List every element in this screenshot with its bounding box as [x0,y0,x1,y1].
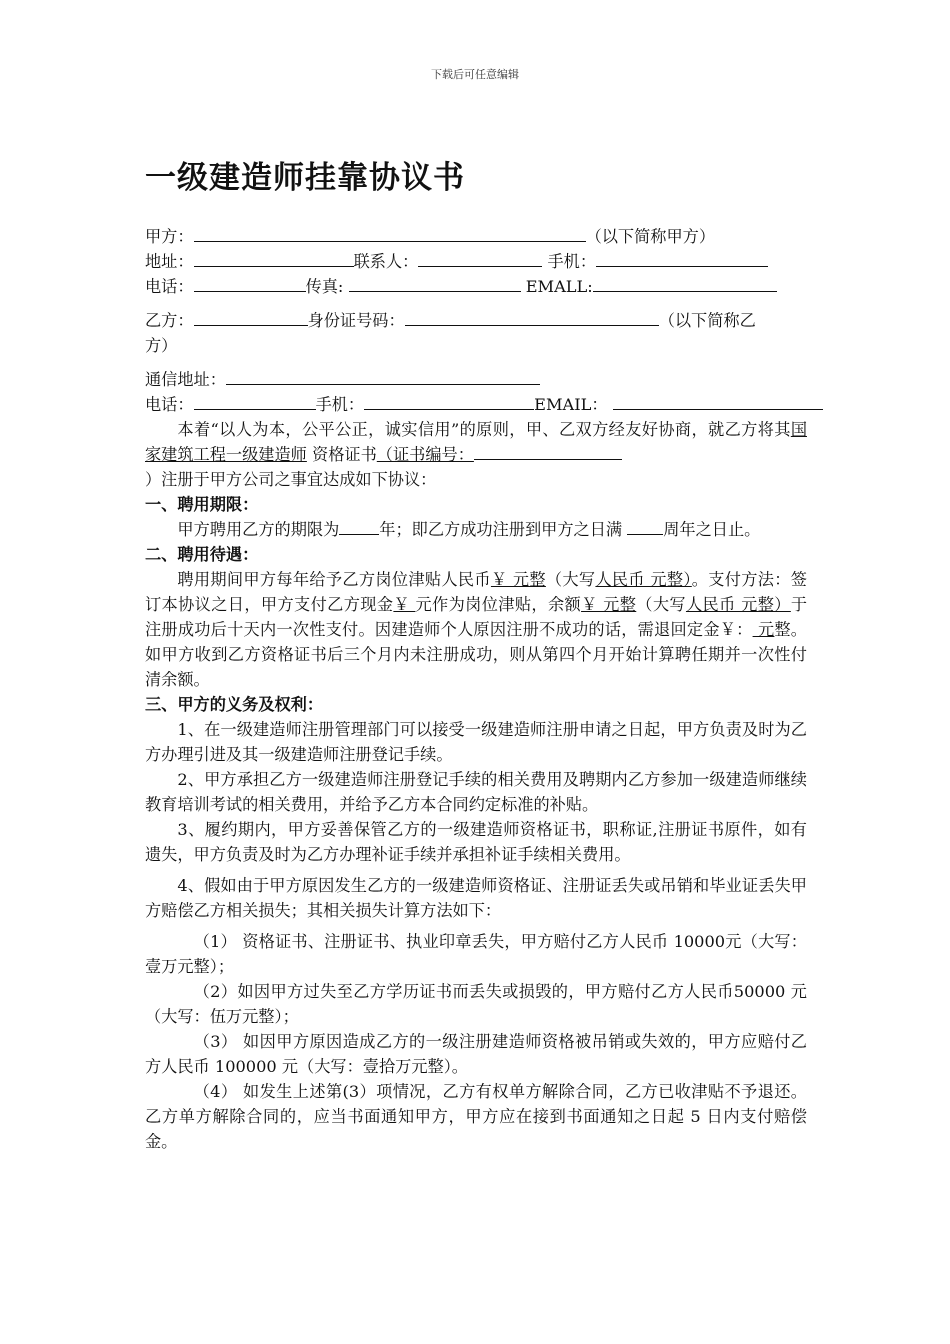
address-line [145,249,807,274]
s2-text-g: 整。如甲方收到乙方资格证书后三个月内未注册成功，则从第四个月开始计算聘任期并一次性付清余额。 [145,620,807,689]
party-b-suffix-cont: 方） [145,336,178,355]
deposit-amount: ￥ [393,595,416,614]
party-b-blank[interactable] [194,310,308,326]
id-blank[interactable] [405,310,659,326]
address-blank[interactable] [194,251,354,267]
fax-blank[interactable] [349,276,521,292]
s1-text-c: 周年之日止。 [663,520,761,539]
s1-text-a: 甲方聘用乙方的期限为 [177,520,340,539]
term-years-blank[interactable] [339,519,379,535]
cert-no-blank[interactable] [474,444,622,460]
mail-address-label: 通信地址： [145,370,226,389]
party-b-line [145,308,807,333]
s2-text-f: 于注册成功后十天内一次性支付。因建造师个人原因注册不成功的话，需退回定金￥： [145,595,808,639]
page-header-note: 下载后可任意编辑 [431,68,519,81]
balance-capital: 人民币 元整） [685,595,791,614]
email-label-a: EMALL: [525,277,593,296]
balance-amount: ￥ 元整 [581,595,637,614]
mobile-blank[interactable] [596,251,768,267]
intro-cert-no-label: （证书编号： [376,445,474,464]
party-a-line [145,224,807,249]
party-b-label: 乙方： [145,311,194,330]
clause-3-3: 3、履约期内，甲方妥善保管乙方的一级建造师资格证书，职称证,注册证书原件，如有遗失，甲方负责及时为乙方办理补证手续并承担补证手续相关费用。 [145,820,807,864]
contact-label: 联系人： [353,252,419,271]
clause-3-4: 4、假如由于甲方原因发生乙方的一级建造师资格证、注册证丢失或吊销和毕业证丢失甲方赔偿乙方相关损失；其相关损失计算方法如下： [145,876,807,920]
allowance-amount: ￥ 元整 [490,570,546,589]
mobile-blank-b[interactable] [364,394,534,410]
email-blank-a[interactable] [593,276,777,292]
s2-text-e: （大写 [636,595,686,614]
section-3-heading: 三、甲方的义务及权利： [145,695,324,714]
phone-blank[interactable] [194,276,306,292]
s2-text-d: 元作为岗位津贴，余额 [415,595,582,614]
section-1-heading: 一、聘用期限： [145,495,259,514]
refund-amount: 元 [752,620,775,639]
party-a-blank[interactable] [194,226,586,242]
mobile-label: 手机： [547,252,597,271]
intro-text-3: ）注册于甲方公司之事宜达成如下协议： [145,470,437,489]
allowance-capital: 人民币 元整） [595,570,692,589]
s1-text-b: 年；即乙方成功注册到甲方之日满 [379,520,628,539]
intro-cert-name: 国家建筑工程一级建造师 [145,420,807,464]
fax-label: 传真: [305,277,344,296]
clause-3-4-2: （2）如因甲方过失至乙方学历证书而丢失或损毁的，甲方赔付乙方人民币50000 元（大写：伍万元整）； [145,982,807,1026]
intro-text-2: 资格证书 [306,445,377,464]
section-1-body [145,517,807,542]
id-label: 身份证号码： [307,311,405,330]
s2-text-a: 聘用期间甲方每年给予乙方岗位津贴人民币 [177,570,491,589]
contract-body [145,224,807,1154]
phone-label: 电话： [145,277,194,296]
section-2-heading: 二、聘用待遇： [145,545,259,564]
address-label: 地址： [145,252,194,271]
contact-blank[interactable] [418,251,542,267]
clause-3-4-1: （1） 资格证书、注册证书、执业印章丢失，甲方赔付乙方人民币 10000元（大写：壹万元整）； [145,932,807,976]
section-2-body [145,567,807,692]
mail-address-blank[interactable] [226,369,540,385]
s2-text-b: （大写 [545,570,596,589]
phone-blank-b[interactable] [194,394,316,410]
clause-3-4-4: （4） 如发生上述第(3）项情况，乙方有权单方解除合同，乙方已收津贴不予退还。乙方单方解除合同的，应当书面通知甲方，甲方应在接到书面通知之日起 5 日内支付赔偿金。 [145,1082,807,1151]
phone-label-b: 电话： [145,395,194,414]
phone-fax-line [145,274,807,299]
term-anniv-blank[interactable] [627,519,663,535]
clause-3-2: 2、甲方承担乙方一级建造师注册登记手续的相关费用及聘期内乙方参加一级建造师继续教育培训考试的相关费用，并给予乙方本合同约定标准的补贴。 [145,770,807,814]
intro-text: 本着“以人为本，公平公正，诚实信用”的原则，甲、乙双方经友好协商，就乙方将其 [177,420,791,439]
clause-3-1: 1、在一级建造师注册管理部门可以接受一级建造师注册申请之日起，甲方负责及时为乙方办理引进及其一级建造师注册登记手续。 [145,720,807,764]
document-title: 一级建造师挂靠协议书 [145,160,465,196]
clause-3-4-3: （3） 如因甲方原因造成乙方的一级注册建造师资格被吊销或失效的，甲方应赔付乙方人民币 100000 元（大写：壹拾万元整）。 [145,1032,807,1076]
intro-paragraph [145,417,807,492]
mail-address-line [145,367,807,392]
mobile-label-b: 手机： [315,395,365,414]
email-label-b: EMAIL： [534,395,608,414]
party-b-phone-line [145,392,807,417]
party-b-suffix: （以下简称乙 [658,311,756,330]
party-a-label: 甲方： [145,227,194,246]
email-blank-b[interactable] [613,394,823,410]
party-a-suffix: （以下简称甲方） [585,227,716,246]
s2-text-c: 。支付方法：签订本协议之日，甲方支付乙方现金 [145,570,807,614]
